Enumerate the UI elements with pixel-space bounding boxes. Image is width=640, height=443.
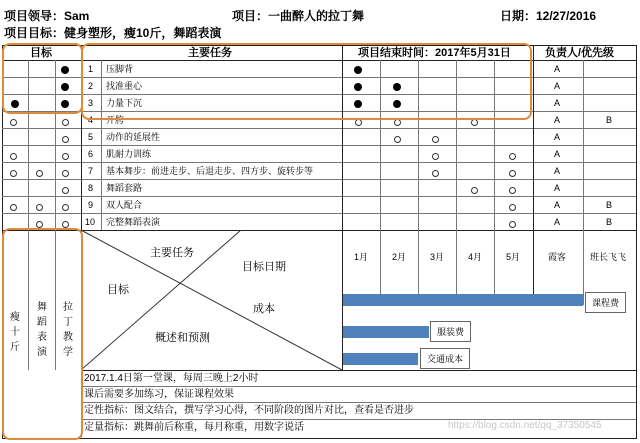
task-number: 5 [88,132,94,142]
highlight-tasks-top [81,43,532,120]
task-name: 舞蹈套路 [106,183,143,193]
task-name: 基本舞步：前进走步、后退走步、四方步、旋转步等 [106,166,314,176]
open-marker [36,221,43,228]
task-name: 压脚背 [106,64,134,74]
cost-label-transport: 交通成本 [420,348,470,369]
note-2: 课后需要多加练习，保证课程效果 [84,389,234,400]
task-number: 8 [88,183,94,193]
goal-latin-class: 拉 丁 教 学 [63,302,73,358]
task-name: 力量下沉 [106,98,143,108]
open-marker [62,136,69,143]
month-label: 4月 [468,252,483,262]
cost-bar-transport [343,353,418,365]
task-owner: A [554,81,561,91]
task-name: 动作的延展性 [106,132,161,142]
open-marker [471,119,478,126]
task-number: 3 [88,98,94,108]
month-label: 1月 [354,252,369,262]
highlight-goals-bottom [2,228,83,440]
task-owner: A [554,64,561,74]
task-priority: B [606,200,613,210]
legend-summary: 概述和预测 [155,332,210,344]
legend-diagonals [81,230,342,370]
col-target: 目标 [30,47,52,59]
task-owner: A [554,132,561,142]
month-label: 5月 [506,252,521,262]
open-marker [355,119,362,126]
task-owner: A [554,98,561,108]
col-main-tasks: 主要任务 [188,47,232,59]
open-marker [471,187,478,194]
open-marker [62,187,69,194]
task-owner: A [554,217,561,227]
cost-label-course: 课程费 [585,292,626,313]
task-owner: A [554,183,561,193]
goal-lose-weight: 瘦 十 斤 [10,312,20,353]
project-name: 项目：一曲醉人的拉丁舞 [232,9,365,23]
task-number: 7 [88,166,94,176]
month-label: 3月 [430,252,445,262]
task-priority: B [606,115,613,125]
watermark: https://blog.csdn.net/qq_37350545 [448,420,602,431]
open-marker [62,204,69,211]
cost-bar-costume [343,326,429,338]
legend-main-tasks: 主要任务 [150,247,194,259]
task-owner: A [554,149,561,159]
task-name: 开胯 [106,115,125,125]
open-marker [62,153,69,160]
open-marker [10,119,17,126]
task-number: 4 [88,115,94,125]
open-marker [10,170,17,177]
task-name: 肌耐力训练 [106,149,152,159]
note-4: 定量指标：跳舞前后称重，每月称重，用数字说话 [84,422,304,433]
open-marker [509,187,516,194]
month-label: 2月 [392,252,407,262]
task-owner: A [554,166,561,176]
task-owner: A [554,200,561,210]
open-marker [509,170,516,177]
legend-target: 目标 [107,284,129,296]
task-priority: B [606,217,613,227]
cost-bar-course [343,294,583,306]
owner-label: 霞客 [548,252,567,262]
project-date: 日期：12/27/2016 [500,9,597,23]
open-marker [62,119,69,126]
open-marker [394,119,401,126]
task-number: 10 [85,217,96,227]
open-marker [509,153,516,160]
legend-cost: 成本 [253,303,275,315]
open-marker [62,170,69,177]
task-name: 完整舞蹈表演 [106,217,161,227]
task-name: 找准重心 [106,81,143,91]
task-number: 1 [88,64,94,74]
open-marker [432,153,439,160]
project-leader: 项目领导：Sam [4,9,90,23]
task-owner: A [554,115,561,125]
open-marker [10,153,17,160]
task-number: 9 [88,200,94,210]
col-end-time: 项目结束时间：2017年5月31日 [358,47,511,59]
legend-target-date: 目标日期 [242,261,286,273]
highlight-target-top [2,43,83,114]
task-name: 双人配合 [106,200,143,210]
open-marker [509,204,516,211]
open-marker [394,136,401,143]
note-1: 2017.1.4日第一堂课，每周三晚上2小时 [84,373,259,384]
open-marker [432,136,439,143]
cost-label-costume: 服装费 [430,321,471,342]
project-goal: 项目目标：健身塑形，瘦10斤，舞蹈表演 [4,26,222,40]
open-marker [509,221,516,228]
open-marker [36,204,43,211]
goal-dance-show: 舞 蹈 表 演 [37,302,47,358]
task-number: 6 [88,149,94,159]
note-3: 定性指标：图文结合，撰写学习心得，不同阶段的图片对比，查看是否进步 [84,405,414,416]
owner-label: 班长飞飞 [590,252,627,262]
open-marker [36,170,43,177]
open-marker [10,204,17,211]
open-marker [432,170,439,177]
task-number: 2 [88,81,94,91]
open-marker [62,221,69,228]
col-owner-priority: 负责人/优先级 [545,47,615,59]
